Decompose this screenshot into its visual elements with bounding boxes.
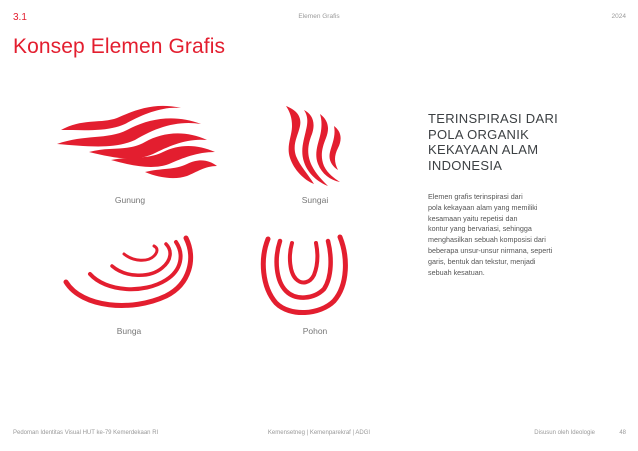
bunga-motif — [60, 234, 200, 314]
body-line: kontur yang bervariasi, sehingga — [428, 224, 532, 234]
year: 2024 — [611, 13, 626, 20]
body-line: garis, bentuk dan tekstur, menjadi — [428, 256, 536, 266]
footer-author: Disusun oleh Ideologie — [534, 430, 595, 436]
concept-description — [428, 192, 618, 278]
page-number: 48 — [619, 430, 626, 436]
body-line: pola kekayaan alam yang memiliki — [428, 202, 538, 212]
heading-line: TERINSPIRASI DARI — [428, 111, 559, 126]
pohon-stroke — [290, 243, 317, 282]
sungai-stroke — [329, 126, 340, 170]
heading-line: POLA ORGANIK — [428, 126, 530, 142]
section-number: 3.1 — [13, 12, 27, 23]
body-line: menghasilkan sebuah komposisi dari — [428, 235, 546, 245]
motif-label-gunung: Gunung — [114, 195, 146, 205]
sungai-motif — [280, 104, 348, 190]
concept-heading — [428, 111, 618, 173]
pohon-stroke — [277, 241, 331, 298]
body-line: sebuah kesatuan. — [428, 267, 485, 277]
footer-guideline-title: Pedoman Identitas Visual HUT ke-79 Kemerdekaan RI — [13, 430, 159, 436]
body-line: beberapa unsur-unsur nirmana, seperti — [428, 245, 553, 255]
motif-label-bunga: Bunga — [116, 326, 142, 336]
motif-label-pohon: Pohon — [302, 326, 328, 336]
body-line: Elemen grafis terinspirasi dari — [428, 192, 523, 201]
section-name: Elemen Grafis — [298, 13, 340, 20]
page-title: Konsep Elemen Grafis — [13, 35, 226, 58]
heading-line: KEKAYAAN ALAM — [428, 142, 539, 157]
motif-label-sungai: Sungai — [301, 195, 329, 205]
bunga-stroke — [66, 238, 191, 305]
bunga-stroke — [124, 246, 157, 260]
heading-line: INDONESIA — [428, 157, 503, 173]
pohon-motif — [258, 233, 350, 317]
footer-organizations: Kemensetneg | Kemenparekraf | ADGI — [267, 430, 371, 436]
body-line: kesamaan yaitu repetisi dan — [428, 213, 518, 223]
gunung-motif — [55, 100, 220, 185]
